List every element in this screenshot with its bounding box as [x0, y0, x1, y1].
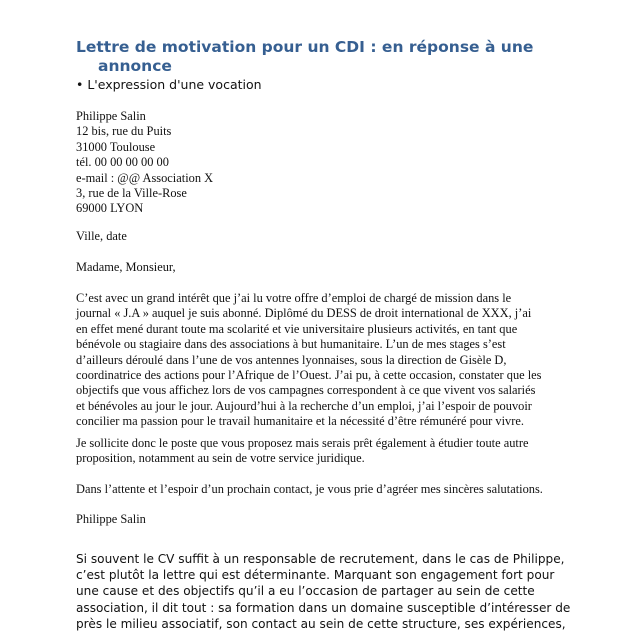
- paragraph-line: d’ailleurs déroulé dans l’une de vos antennes lyonnaises, sous la direction de Gisèle D,: [76, 352, 507, 367]
- letter-paragraph-2: [76, 436, 571, 467]
- commentary-line: Si souvent le CV suffit à un responsable de recrutement, dans le cas de Philippe,: [76, 552, 565, 566]
- letter-paragraph-1: [76, 291, 571, 430]
- signature: Philippe Salin: [76, 512, 146, 526]
- paragraph-line: journal « J.A » auquel je suis abonné. Diplômé du DESS de droit international de XXX, j’ai: [76, 306, 532, 321]
- sender-line: 31000 Toulouse: [76, 139, 156, 154]
- commentary-line: association, il dit tout : sa formation dans un domaine susceptible d’intéresser de: [76, 600, 571, 615]
- paragraph-line: objectifs que vous affichez lors de vos campagnes correspondent à ce que vivent vos salariés: [76, 383, 536, 398]
- sender-line: 3, rue de la Ville-Rose: [76, 186, 187, 201]
- commentary-line: près le milieu associatif, son contact au sein de cette structure, ses expériences,: [76, 616, 566, 631]
- paragraph-line: en effet mené durant toute ma scolarité et vie universitaire plusieurs activités, en tant que: [76, 321, 518, 336]
- paragraph-line: bénévole ou stagiaire dans des associations à but humanitaire. L’un de mes stages s’est: [76, 337, 506, 352]
- paragraph-line: C’est avec un grand intérêt que j’ai lu votre offre d’emploi de chargé de mission dans le: [76, 291, 512, 305]
- paragraph-line: Je sollicite donc le poste que vous proposez mais serais prêt également à étudier toute autre: [76, 436, 529, 450]
- paragraph-line: coordinatrice des actions pour l’Afrique de l’Ouest. J’ai pu, à cette occasion, constater que les: [76, 368, 542, 383]
- title-line-1: Lettre de motivation pour un CDI : en réponse à une: [76, 38, 534, 56]
- paragraph-line: et bénévoles au jour le jour. Aujourd’hui à la recherche d’un emploi, j’ai l’espoir de pouvoir: [76, 398, 532, 413]
- document-title: [76, 38, 556, 76]
- sender-line: 69000 LYON: [76, 201, 144, 216]
- paragraph-line: concilier ma passion pour le travail humanitaire et la nécessité d’être rémunéré pour vivre.: [76, 414, 524, 429]
- sender-line: 12 bis, rue du Puits: [76, 124, 172, 139]
- sender-line: Philippe Salin: [76, 109, 146, 123]
- sender-line: tél. 00 00 00 00 00: [76, 155, 169, 170]
- commentary-line: c’est plutôt la lettre qui est déterminante. Marquant son engagement fort pour: [76, 568, 555, 583]
- title-line-2: annonce: [98, 57, 172, 75]
- salutation: Madame, Monsieur,: [76, 260, 176, 274]
- place-date: Ville, date: [76, 229, 127, 243]
- section-subtitle: • L'expression d'une vocation: [76, 77, 262, 92]
- commentary-line: une cause et des objectifs qu’il a eu l’occasion de partager au sein de cette: [76, 584, 535, 599]
- sender-line: e-mail : @@ Association X: [76, 170, 214, 185]
- letter-paragraph-3: Dans l’attente et l’espoir d’un prochain contact, je vous prie d’agréer mes sincères salutations.: [76, 482, 543, 496]
- commentary-paragraph: [76, 551, 571, 632]
- paragraph-line: proposition, notamment au sein de votre service juridique.: [76, 451, 365, 466]
- sender-address-block: [76, 109, 571, 217]
